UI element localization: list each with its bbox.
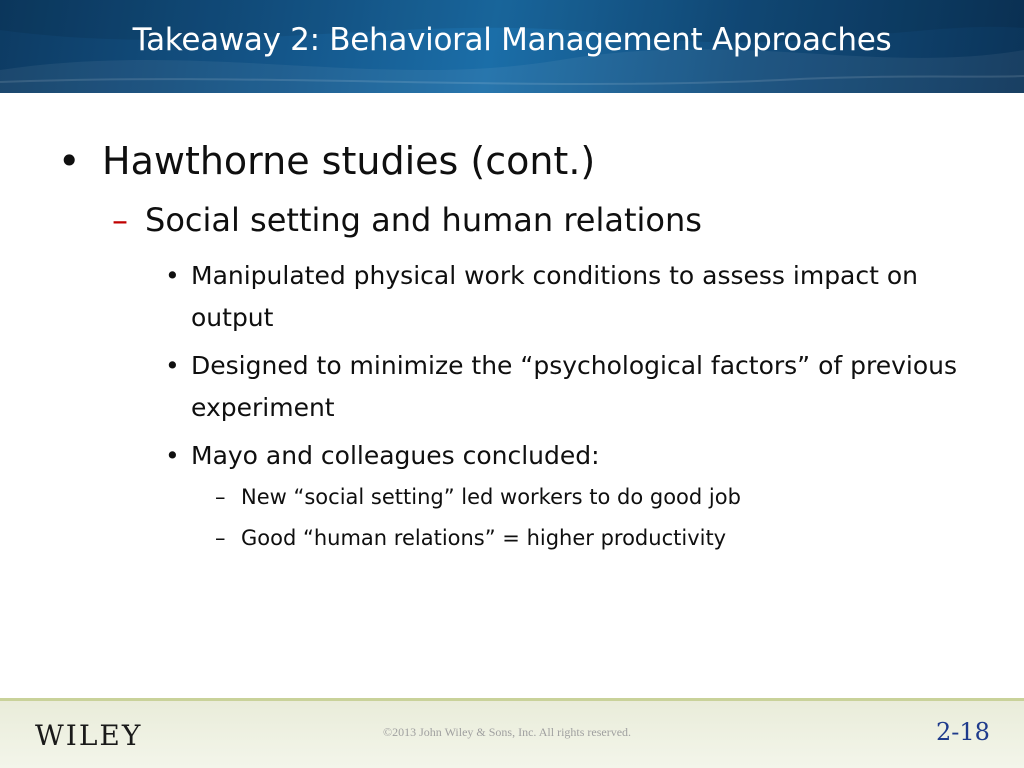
dash-marker: – [215, 526, 226, 550]
slide-footer [0, 698, 1024, 768]
slide-header [0, 0, 1024, 93]
footer-divider [0, 698, 1024, 701]
dash-marker: – [112, 201, 128, 239]
bullet-text: Social setting and human relations [145, 201, 702, 239]
bullet-marker: • [165, 261, 180, 290]
copyright-notice: ©2013 John Wiley & Sons, Inc. All rights reserved. [383, 725, 632, 739]
bullet-text: Good “human relations” = higher productivity [241, 526, 727, 550]
dash-marker: – [215, 485, 226, 509]
bullet-marker: • [58, 139, 81, 183]
slide-number: 2-18 [936, 718, 990, 746]
bullet-text: New “social setting” led workers to do good job [241, 485, 741, 509]
bullet-text: Mayo and colleagues concluded: [191, 441, 600, 470]
slide-title: Takeaway 2: Behavioral Management Approaches [132, 22, 892, 58]
bullet-marker: • [165, 351, 180, 380]
slide-content [0, 93, 1024, 698]
wiley-logo: WILEY [35, 719, 143, 752]
bullet-text: Hawthorne studies (cont.) [102, 139, 596, 183]
bullet-text: Designed to minimize the “psychological factors” of previous experiment [191, 351, 958, 422]
bullet-text: Manipulated physical work conditions to assess impact on output [191, 261, 919, 332]
bullet-marker: • [165, 441, 180, 470]
